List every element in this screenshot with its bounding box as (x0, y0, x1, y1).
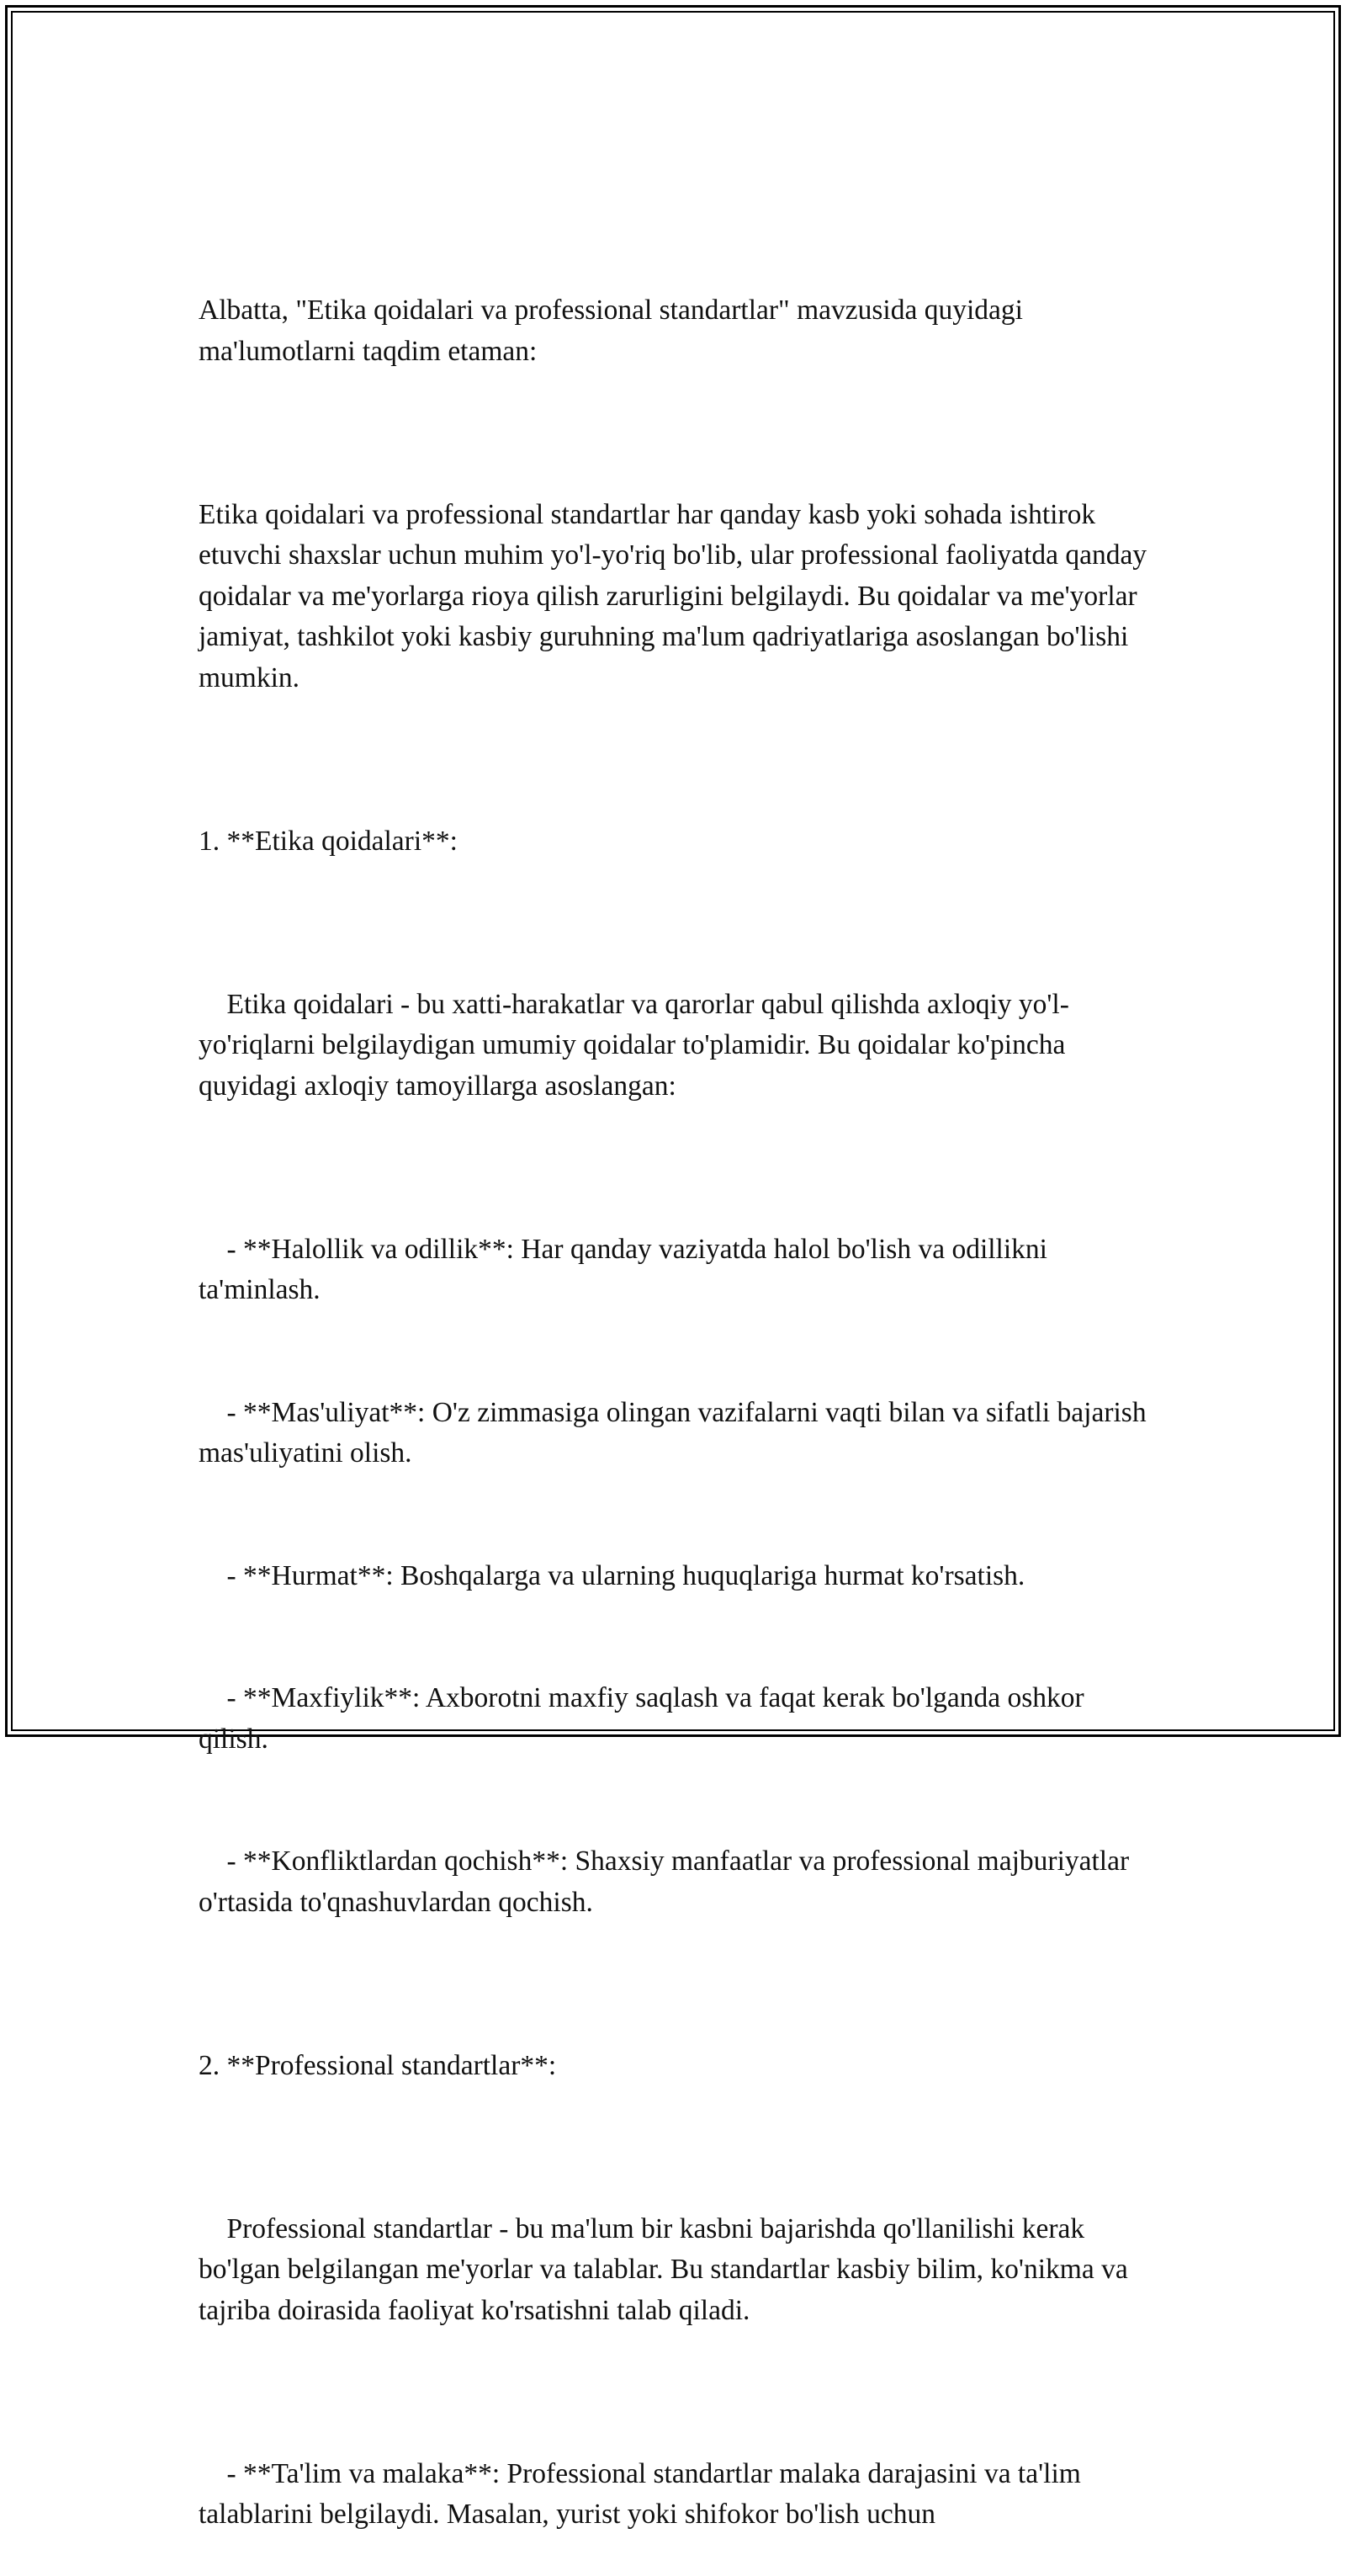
list-item-conflict-avoidance: - **Konfliktlardan qochish**: Shaxsiy manfaatlar va professional majburiyatlar o'rtasida to'qnashuvlardan qochish. (199, 1846, 1137, 1918)
standards-description-paragraph: Professional standartlar - bu ma'lum bir kasbni bajarishda qo'llanilishi kerak bo'lgan belgilangan me'yorlar va talablar. Bu standartlar kasbiy bilim, ko'nikma va tajriba doirasida faoliyat ko'rsatishni talab qiladi. (199, 2212, 1136, 2326)
list-item-respect: - **Hurmat**: Boshqalarga va ularning huquqlariga hurmat ko'rsatish. (199, 1559, 1025, 1591)
overview-paragraph: Etika qoidalari va professional standartlar har qanday kasb yoki sohada ishtirok etuvchi shaxslar uchun muhim yo'l-yo'riq bo'lib, ular professional faoliyatda qanday qoidalar va me'yorlarga rioya qilish zarurligini belgilaydi. Bu qoidalar va me'yorlar jamiyat, tashkilot yoki kasbiy guruhning ma'lum qadriyatlariga asoslangan bo'lishi mumkin. (199, 498, 1154, 693)
list-item-honesty: - **Halollik va odillik**: Har qanday vaziyatda halol bo'lish va odillikni ta'minlash. (199, 1233, 1055, 1305)
section-heading-ethics: 1. **Etika qoidalari**: (199, 825, 458, 857)
section-heading-standards: 2. **Professional standartlar**: (199, 2049, 557, 2081)
list-item-confidentiality: - **Maxfiylik**: Axborotni maxfiy saqlash va faqat kerak bo'lganda oshkor qilish. (199, 1682, 1092, 1755)
ethics-description-paragraph: Etika qoidalari - bu xatti-harakatlar va qarorlar qabul qilishda axloqiy yo'l-yo'riqlarni belgilaydigan umumiy qoidalar to'plamidir. Bu qoidalar ko'pincha quyidagi axloqiy tamoyillarga asoslangan: (199, 988, 1073, 1102)
intro-paragraph: Albatta, "Etika qoidalari va professional standartlar" mavzusida quyidagi ma'lumotlarni taqdim etaman: (199, 295, 1031, 367)
list-item-education: - **Ta'lim va malaka**: Professional standartlar malaka darajasini va ta'lim talablarini belgilaydi. Masalan, yurist yoki shifokor bo'lish uchun (199, 2457, 1089, 2530)
document-body (199, 209, 1158, 2576)
list-item-responsibility: - **Mas'uliyat**: O'z zimmasiga olingan vazifalarni vaqti bilan va sifatli bajarish mas'uliyatini olish. (199, 1396, 1153, 1469)
